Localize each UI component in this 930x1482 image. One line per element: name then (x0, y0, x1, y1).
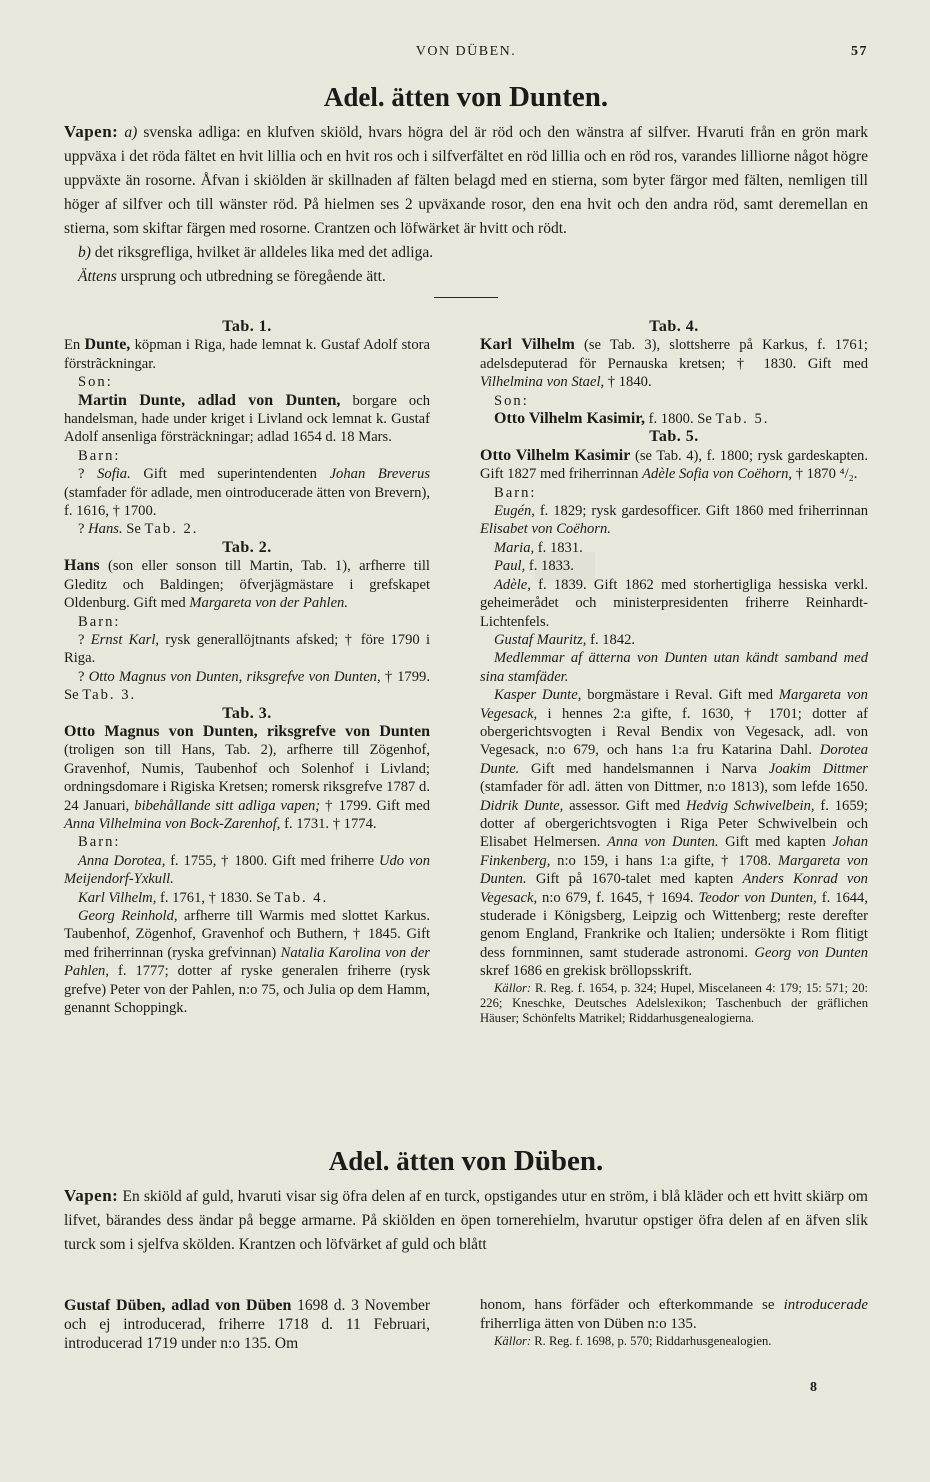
duben-gustaf-entry (64, 1296, 430, 1353)
tab2-child-ernst-pre: ? (78, 631, 91, 648)
dunten-vapen-a-marker: a) (124, 123, 138, 141)
dunten-vapen-b-text: det riksgrefliga, hvilket är alldeles lika med det adliga. (94, 243, 434, 261)
tab4-entry-spouse: Vilhelmina von Stael, (480, 374, 605, 391)
tab1-entry-pre: En (64, 337, 81, 354)
tab2-entry-spouse: Margareta von der Pahlen. (189, 595, 348, 612)
tab1-martin-text: borgare och handelsman, hade under kriget i Livland ock lemnat k. Gustaf Adolf ansenliga försträckningar; adlad 1654 d. 18 Mars. (64, 392, 430, 446)
duben-continuation-pre: honom, hans förfäder och efterkommande se (480, 1297, 784, 1313)
tab1-barn-label: Barn: (78, 447, 121, 464)
member-didrik-spouse: Hedvig Schwivelbein, (685, 797, 815, 814)
tab3-entry-spouse: Anna Vilhelmina von Bock-Zarenhof, (64, 815, 281, 832)
tab5-entry-end: † 1870 ⁴/₂. (792, 466, 858, 483)
tab2-child-otto-rest: † 1799. Se (64, 668, 430, 704)
tab5-child-eugen-mid: f. 1829; rysk gardesofficer. Gift 1860 med friherrinnan (534, 503, 868, 520)
tab5-entry-name: Otto Vilhelm Kasimir (480, 446, 631, 464)
tab1-child-hans (64, 520, 430, 538)
tab5-entry (480, 447, 868, 484)
dunten-sources-text: R. Reg. f. 1654, p. 324; Hupel, Miscelaneen 4: 179; 15: 571; 20: 226; Kneschke, Deutsches Adelslexikon; Taschenbuch der gräflichen Häuser; Schönfelts Matrikel; Riddarhusgenealogierna. (480, 980, 868, 1025)
duben-columns (64, 1296, 868, 1353)
tab4-entry-end: † 1840. (604, 374, 652, 391)
tab5-child-maria-rest: f. 1831. (534, 539, 583, 556)
duben-gustaf-name: Gustaf Düben, adlad von Düben (64, 1297, 292, 1314)
tab5-child-eugen (480, 502, 868, 539)
tab5-child-gustaf-name: Gustaf Mauritz, (494, 631, 587, 648)
tab5-entry-spouse: Adèle Sofia von Coëhorn, (642, 466, 793, 483)
tab5-child-gustaf (480, 631, 868, 649)
tab3-child-karl-ref: Tab. 4. (274, 889, 329, 906)
tab3-entry-name: Otto Magnus von Dunten, riksgrefve von Dunten (64, 722, 430, 740)
member-kasper-spouse: Margareta von Vegesack, (480, 687, 868, 722)
section-rule (434, 297, 498, 298)
signature-mark: 8 (810, 1380, 817, 1395)
member-dorotea-spouse: Joakim Dittmer (768, 760, 868, 777)
member-dorotea-end: (stamfader för adl. ätten von Dittmer, n:o 1813), som lefde 1650. (480, 779, 868, 796)
tab3-entry (64, 723, 430, 833)
dunten-title-name: von Dunten. (456, 81, 609, 113)
duben-vapen-label: Vapen: (64, 1185, 119, 1205)
duben-continuation-italic: introducerade (783, 1297, 868, 1313)
member-georg-name: Georg von Dunten (754, 944, 869, 961)
tab1-entry (64, 336, 430, 373)
tab2-entry (64, 557, 430, 612)
tab1-child-sofia-name: Sofia. (97, 466, 131, 483)
dunten-title-prefix: Adel. ätten (323, 82, 450, 112)
duben-title-prefix: Adel. ätten (328, 1146, 455, 1176)
dunten-sources (480, 981, 868, 1026)
tab2-entry-text: (son eller sonson till Martin, Tab. 1), arfherre till Gleditz och Baldingen; öfverjägmästare i grefskapet Oldenburg. Gift med (64, 558, 430, 612)
tab1-child-hans-ref: Tab. 2. (144, 521, 199, 538)
member-anna-mid: Gift med kapten (718, 834, 833, 851)
member-anna-end: n:o 159, i hans 1:a gifte, † 1708. (550, 852, 778, 869)
member-kasper-name: Kasper Dunte, (494, 687, 582, 704)
tab1-child-sofia-mid: Gift med superintendenten (130, 466, 330, 483)
tab4-child-otto (480, 410, 868, 428)
tab5-child-maria-name: Maria, (494, 539, 535, 556)
duben-section (64, 1146, 868, 1257)
duben-continuation-post: friherrliga ätten von Düben n:o 135. (480, 1316, 697, 1332)
tab2-entry-name: Hans (64, 557, 100, 575)
tab3-child-georg-name: Georg Reinhold, (78, 908, 178, 924)
tab5-child-paul-name: Paul, (494, 558, 526, 575)
dunten-origin-lead: Ättens (78, 267, 117, 285)
member-margareta-mid: Gift på 1670-talet med kapten (526, 871, 743, 888)
dunten-columns (64, 318, 868, 1026)
dunten-section-header (64, 82, 868, 298)
tab2-child-ernst (64, 631, 430, 668)
member-didrik-name: Didrik Dunte, (480, 797, 564, 814)
tab1-entry-name: Dunte, (84, 336, 131, 354)
member-margareta-end: n:o 679, f. 1645, † 1694. (537, 889, 699, 906)
tab3-child-karl-rest: f. 1761, † 1830. Se (156, 889, 275, 906)
tab2-barn-label: Barn: (78, 613, 121, 630)
tab1-entry-text: köpman i Riga, hade lemnat k. Gustaf Adolf stora förstrãckningar. (64, 337, 430, 372)
tab1-child-sofia-spouse: Johan Breverus (329, 466, 431, 483)
tab2-child-otto-pre: ? (78, 668, 89, 685)
member-anna-spouse: Johan Finkenberg, (480, 834, 868, 869)
duben-title (64, 1146, 868, 1178)
tab4-son-label: Son: (494, 392, 529, 409)
faded-stamp-mark (535, 552, 595, 582)
dunten-title (64, 82, 868, 114)
tab3-child-anna-spouse: Udo von Meijendorf-Yxkull. (64, 852, 430, 888)
tab1-child-hans-pre: ? (78, 521, 89, 538)
running-head (64, 44, 868, 64)
tab2-child-otto-ref: Tab. 3. (82, 687, 137, 704)
member-margareta-spouse: Anders Konrad von Vegesack, (480, 871, 868, 906)
tab5-child-eugen-spouse: Elisabet von Coëhorn. (480, 521, 611, 538)
tab2-heading: Tab. 2. (222, 538, 272, 556)
duben-left-column (64, 1296, 430, 1353)
tab5-heading: Tab. 5. (649, 428, 699, 446)
tab1-child-sofia-pre: ? (78, 466, 98, 483)
tab5-entry-text: (se Tab. 4), f. 1800; rysk gardeskapten. Gift 1827 med friherrinnan (480, 447, 869, 483)
tab1-child-hans-rest: Se (122, 521, 145, 538)
page-number: 57 (851, 44, 868, 59)
dunten-vapen-a (64, 120, 868, 241)
duben-sources (480, 1334, 868, 1349)
dunten-left-column (64, 318, 430, 1026)
tab1-martin (64, 392, 430, 447)
dunten-origin-text: ursprung och utbredning se föregående ätt. (120, 267, 386, 285)
tab2-child-otto-name: Otto Magnus von Dunten, riksgrefve von Dunten, (88, 668, 381, 685)
tab3-child-georg-mid: arfherre till Warmis med slottet Karkus. Taubenhof, Zögenhof, Gravenhof och Buthern, † 1845. Gift med friherrinnan (ryska grefvinnan) (64, 908, 431, 961)
dunten-vapen-label: Vapen: (64, 121, 119, 141)
duben-sources-text: R. Reg. f. 1698, p. 570; Riddarhusgenealogien. (531, 1334, 772, 1348)
dunten-origin (64, 265, 868, 289)
tab4-entry-text: (se Tab. 3), slottsherre på Karkus, f. 1761; adelsdeputerad för Pernauska kretsen; † 1830. Gift med (480, 337, 868, 372)
tab3-child-anna (64, 852, 430, 889)
tab2-child-ernst-rest: rysk generallöjtnants afsked; † före 1790 i Riga. (64, 631, 431, 667)
member-georg-end: skref 1686 en grekisk bröllopsskrift. (480, 963, 692, 980)
dunten-vapen-b (64, 241, 868, 265)
tab1-child-hans-name: Hans. (88, 521, 123, 538)
tab5-child-gustaf-rest: f. 1842. (586, 631, 636, 648)
running-head-title: VON DÜBEN. (415, 44, 517, 59)
member-dorotea-mid: Gift med handelsmannen i Narva (519, 760, 769, 777)
tab5-child-eugen-name: Eugén, (494, 503, 535, 520)
tab5-child-adele-rest: f. 1839. Gift 1862 med storhertigliga hessiska verkl. geheimerådet och ministerpresidenten friherre Reinhardt-Lichtenfels. (480, 576, 868, 630)
tab1-heading: Tab. 1. (222, 318, 272, 335)
tab4-entry-name: Karl Vilhelm (480, 336, 575, 354)
duben-vapen-text: En skiöld af guld, hvaruti visar sig öfra delen af en turck, opstigandes utur en ström, i blå kläder och ett hvitt skiärp om lifvet, bärandes dess ändar på begge armarne. På skiölden en öpen tornerehielm, hvarutur opstiger öfra delen af en äfven slik turck som i sjelfva skölden. Krantzen och löfvärket af guld och blått (64, 1187, 868, 1253)
tab1-martin-name: Martin Dunte, adlad von Dunten, (78, 391, 341, 409)
dunten-vapen-b-marker: b) (78, 243, 91, 261)
tab1-son-label: Son: (78, 374, 113, 391)
member-kasper-mid: borgmästare i Reval. Gift med (581, 687, 779, 704)
tab3-entry-end: f. 1731. † 1774. (280, 815, 377, 832)
member-teodor-end: f. 1644, studerade i Königsberg, Leipzig och Wittenberg; reste derefter genom England, Frankrike och Italien; undersökte i Rom flitigt dess fornminnen, samt studerade astronomi. (480, 889, 868, 961)
tab3-entry-text: (troligen son till Hans, Tab. 2), arfherre till Zögenhof, Gravenhof, Numis, Taubenhof och Solenhof i Livland; ordningsdomare i Rigiska Kretsen; romersk riksgrefve 1787 d. 24 Januari, (64, 742, 430, 814)
tab5-child-adele-name: Adèle, (494, 576, 531, 593)
duben-gustaf-text: 1698 d. 3 November och ej introducerad, friherre 1718 d. 11 Februari, introducerad 1719 under n:o 135. Om (64, 1297, 430, 1352)
member-kasper-end: i hennes 2:a gifte, f. 1630, † 1701; dotter af obergerichtsvogten i Reval Bendix von Vegesack, adl. von Vegesack, n:o 679, och hans 1:a fru Katarina Dahl. (480, 705, 868, 759)
dunten-sources-label: Källor: (494, 980, 532, 995)
member-dorotea-name: Dorotea Dunte. (480, 742, 868, 777)
member-anna-name: Anna von Dunten. (606, 834, 719, 851)
tab4-child-otto-rest: f. 1800. Se (644, 411, 716, 428)
tab5-child-paul-rest: f. 1833. (525, 558, 574, 575)
dunten-vapen-a-text: svenska adliga: en klufven skiöld, hvars högra del är röd och den wänstra af silfver. Hvaruti från en grön mark uppväxa i det röda fältet en hvit lillia och en hvit ros och i silfverfältet en röd lillia och en röd ros, varandes lilliorne något högre uppväxte än rosorne. Åfvan i skiölden är skillnaden af fälten belagd med en stierna, som byter färgor med fälten, nemligen till höger af silfver och till wänster röd. På hielmen ses 2 upväxande rosor, den ena hvit och den andra röd, samt deremellan en stierna, som skiftar färgen med rosorne. Crantzen och löfwärket är hvitt och rödt. (64, 123, 869, 237)
members-note: Medlemmar af ätterna von Dunten utan kändt samband med sina stamfäder. (480, 650, 868, 685)
tab5-barn-label: Barn: (494, 484, 537, 501)
duben-continuation (480, 1296, 868, 1334)
tab3-child-karl (64, 889, 430, 907)
tab3-heading: Tab. 3. (222, 704, 272, 722)
tab4-child-otto-name: Otto Vilhelm Kasimir, (494, 410, 645, 428)
duben-title-name: von Düben. (461, 1145, 604, 1177)
tab3-entry-mid: † 1799. Gift med (320, 797, 430, 814)
tab4-entry (480, 336, 868, 391)
duben-sources-label: Källor: (494, 1334, 532, 1348)
tab3-child-georg-end: f. 1777; dotter af ryske generalen friherre (rysk grefve) Peter von der Pahlen, n:o 75, och Julia op dem Hamm, genannt Schoppingk. (64, 963, 430, 1017)
tab1-child-sofia-rest: (stamfader för adlade, men ointroducerade ätten von Brevern), f. 1616, † 1700. (64, 484, 430, 520)
tab3-child-georg-spouse: Natalia Karolina von der Pahlen, (64, 944, 430, 980)
tab3-entry-italic: bibehållande sitt adliga vapen; (134, 797, 321, 814)
duben-right-column (480, 1296, 868, 1353)
tab4-heading: Tab. 4. (649, 318, 699, 335)
tab3-child-anna-mid: f. 1755, † 1800. Gift med friherre (165, 852, 379, 869)
tab2-child-otto (64, 668, 430, 705)
tab3-child-karl-name: Karl Vilhelm, (78, 889, 157, 906)
tab5-child-adele (480, 576, 868, 631)
member-margareta-name: Margareta von Dunten. (480, 852, 868, 888)
member-didrik-end: f. 1659; dotter af obergerichtsvogten i Riga Peter Schwivelbein och Elisabet Helmersen. (480, 797, 868, 851)
tab2-child-ernst-name: Ernst Karl, (90, 631, 160, 648)
members-paragraph (480, 686, 868, 981)
duben-vapen (64, 1184, 868, 1257)
tab3-barn-label: Barn: (78, 834, 121, 851)
dunten-right-column (480, 318, 868, 1026)
member-teodor-name: Teodor von Dunten, (698, 889, 817, 906)
tab1-child-sofia (64, 465, 430, 520)
tab4-child-otto-ref: Tab. 5. (715, 411, 770, 428)
tab3-child-georg (64, 907, 430, 1017)
tab3-child-anna-name: Anna Dorotea, (78, 852, 166, 869)
member-didrik-mid: assessor. Gift med (563, 797, 686, 814)
